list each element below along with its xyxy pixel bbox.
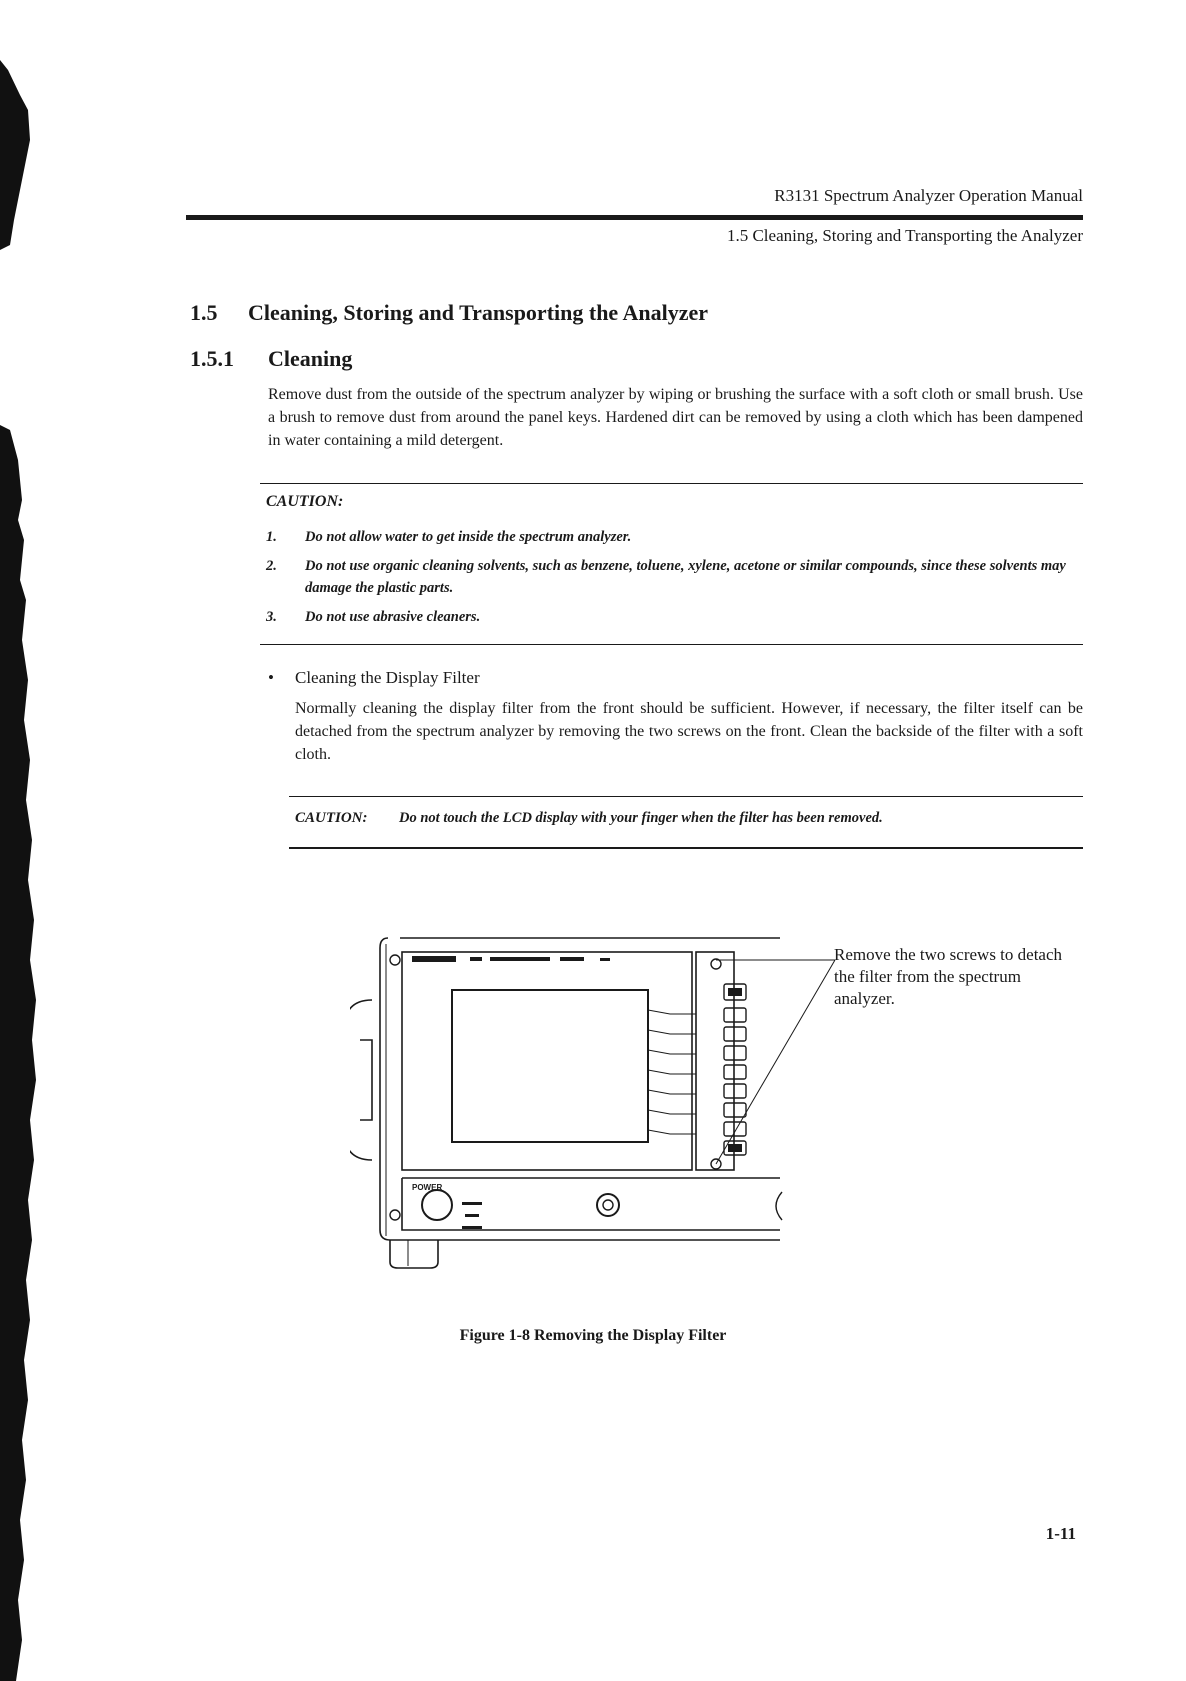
section-title: Cleaning, Storing and Transporting the Analyzer: [248, 300, 709, 325]
caution-item-text: Do not use abrasive cleaners.: [305, 609, 481, 625]
analyzer-front-panel-figure: [350, 930, 840, 1275]
caution-item-number: 3.: [266, 609, 277, 625]
intro-paragraph: Remove dust from the outside of the spectrum analyzer by wiping or brushing the surface with a soft cloth or small brush. Use a brush to remove dust from around the panel keys. Hardened dirt can be removed by using a cloth which has been dampened in water containing a mild detergent.: [268, 386, 1083, 449]
display-filter-heading-text: Cleaning the Display Filter: [295, 668, 480, 687]
manual-title: R3131 Spectrum Analyzer Operation Manual: [774, 186, 1083, 205]
caution-item-number: 2.: [266, 558, 277, 574]
power-label: POWER: [412, 1183, 443, 1192]
caution-title: CAUTION:: [266, 493, 344, 510]
scan-edge-shadow: [0, 0, 60, 1681]
display-filter-paragraph: Normally cleaning the display filter from the front should be sufficient. However, if necessary, the filter itself can be detached from the spectrum analyzer by removing the two screws on the front. Clean the backside of the filter with a soft cloth.: [295, 700, 1083, 763]
section-number: 1.5: [190, 300, 218, 325]
lcd-caution-box: [289, 796, 1083, 849]
section-reference: 1.5 Cleaning, Storing and Transporting the Analyzer: [726, 226, 1083, 245]
subsection-title: Cleaning: [268, 346, 353, 371]
page-number: 1-11: [1045, 1524, 1076, 1543]
figure-caption: Figure 1-8 Removing the Display Filter: [459, 1327, 727, 1344]
lcd-caution-label: CAUTION:: [295, 810, 368, 826]
caution-item-number: 1.: [266, 529, 277, 545]
figure-callout: Remove the two screws to detach the filter from the spectrum analyzer.: [834, 945, 1063, 1008]
caution-item-text: Do not use organic cleaning solvents, such as benzene, toluene, xylene, acetone or similar compounds, since these solvents may damage the plastic parts.: [305, 558, 1066, 596]
lcd-caution-text: Do not touch the LCD display with your finger when the filter has been removed.: [399, 810, 883, 826]
caution-item-text: Do not allow water to get inside the spectrum analyzer.: [305, 529, 632, 545]
header-rule: [186, 215, 1083, 220]
caution-box: [260, 483, 1083, 645]
subsection-number: 1.5.1: [190, 346, 234, 371]
bullet-mark: •: [268, 668, 274, 687]
